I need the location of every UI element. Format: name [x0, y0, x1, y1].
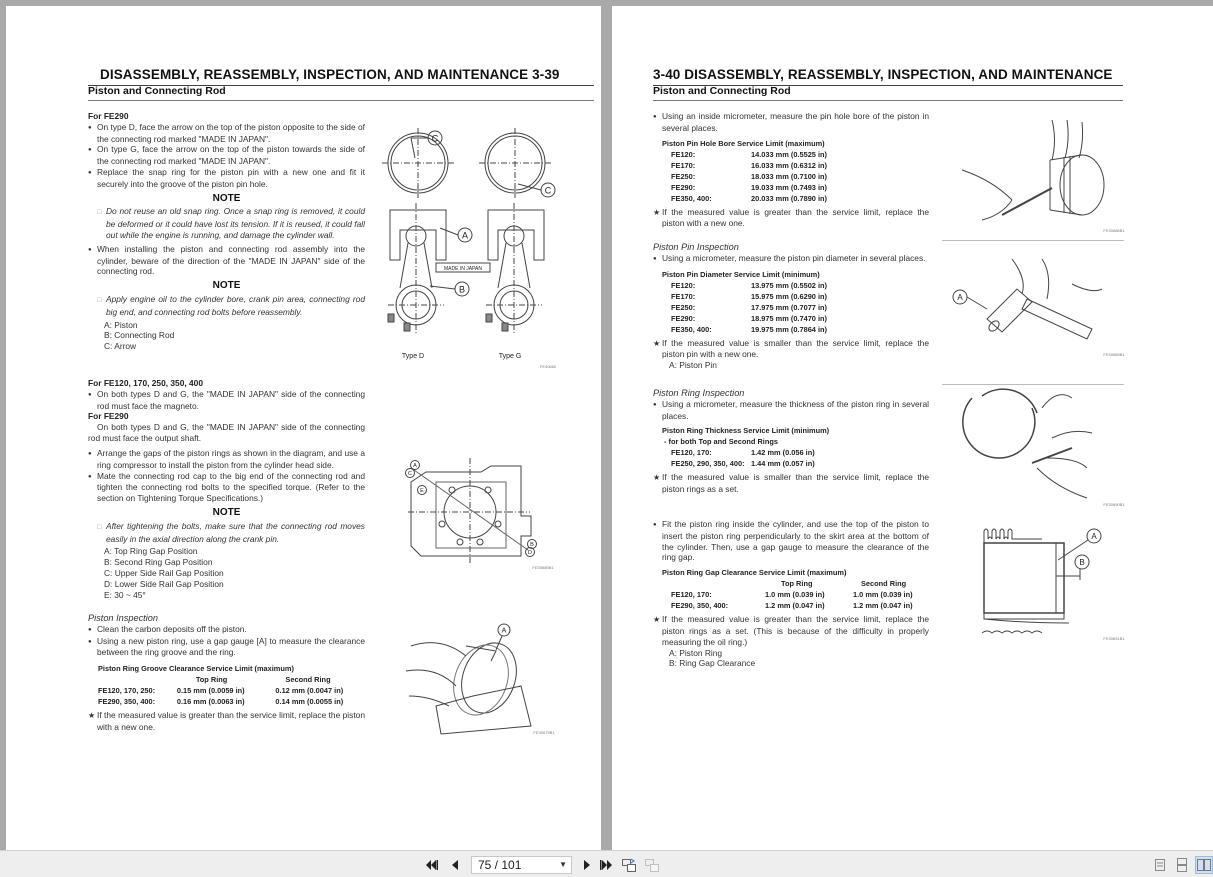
bullet: ● Clean the carbon deposits off the piston. [88, 624, 365, 636]
svg-text:A: A [1091, 532, 1097, 541]
ring-gap-block [88, 448, 365, 600]
svg-text:B: B [458, 284, 466, 295]
bullet: ● Using a new piston ring, use a gap gauge [A] to measure the clearance between the ring groove and the ring. [88, 636, 365, 659]
section-title: Piston Ring Inspection [653, 388, 745, 398]
legend-label: A: Top Ring Gap Position [104, 546, 198, 557]
previous-view-icon [621, 857, 637, 873]
facing-pages-view-button[interactable] [1195, 856, 1213, 874]
bullet: ● Using an inside micrometer, measure the pin hole bore of the piston in several places. [653, 111, 929, 134]
section-title: Piston Pin Inspection [653, 242, 739, 252]
next-page-button[interactable] [580, 856, 594, 874]
svg-text:A: A [501, 627, 507, 635]
first-page-icon [425, 859, 439, 871]
bullet: ● On type G, face the arrow on the top of the piston towards the side of the connecting rod marked "MADE IN JAPAN". [88, 144, 365, 167]
svg-text:FE30679B1: FE30679B1 [533, 730, 555, 735]
bullet: ● Mate the connecting rod cap to the big end of the connecting rod and tighten the connecting rod bolts to the specified torque. (Refer to the section on Tightening Torque Specifications.) [88, 471, 365, 504]
page-3-40 [612, 6, 1213, 850]
legend-label: B: Connecting Rod [104, 330, 175, 341]
svg-text:FE30685B1: FE30685B1 [532, 565, 554, 570]
star-note: ★ If the measured value is greater than the service limit, replace the piston rings as a set. (This is because of the difficulty in properly measuring the oil ring.) [653, 614, 929, 647]
single-page-icon [1154, 858, 1166, 872]
inside-micrometer-icon [942, 110, 1127, 240]
subheader-rule [88, 100, 594, 101]
ring-gap-clearance-figure [942, 518, 1127, 643]
note-text: □ Apply engine oil to the cylinder bore, crank pin area, connecting rod big end, and connecting rod bolts before reassembly. [88, 294, 365, 318]
svg-text:A: A [413, 463, 417, 469]
pin-bore-figure [942, 110, 1127, 240]
continuous-view-button[interactable] [1174, 856, 1190, 874]
legend-label: A: Piston Ring [669, 647, 723, 658]
last-page-icon [599, 859, 613, 871]
note-heading: NOTE [212, 192, 241, 204]
bullet: ● Fit the piston ring inside the cylinder, and use the top of the piston to insert the piston ring perpendicularly to the skirt area at the bottom of the cylinder. Then, use a gap gauge to measure the clearance of the ring gap. [653, 519, 929, 563]
section-subheader: Piston and Connecting Rod [88, 85, 226, 97]
pin-diameter-spec-table: Piston Pin Diameter Service Limit (minimum) FE120: 13.975 mm (0.5502 in) FE170: 15.975 mm (0.6290 in) FE250: 17.975 mm (0.7077 in) FE290: 18.975 mm (0.7470 in) FE350, 400: 19.975 mm (0.7864 in) [653, 269, 929, 335]
svg-text:A: A [461, 230, 469, 241]
cylinder-section-icon [942, 518, 1127, 643]
figure-divider [942, 384, 1124, 385]
svg-text:FE30682: FE30682 [539, 364, 557, 368]
page-header: DISASSEMBLY, REASSEMBLY, INSPECTION, AND MAINTENANCE 3-39 [100, 67, 560, 82]
piston-pin-inspection-block [653, 242, 929, 371]
ring-gap-figure [398, 454, 558, 574]
viewer-toolbar [0, 850, 1213, 877]
go-back-view-button[interactable] [621, 856, 637, 874]
spec-title: Piston Pin Hole Bore Service Limit (maximum) [662, 138, 825, 148]
svg-text:C: C [431, 133, 439, 144]
bullet: ● Using a micrometer, measure the piston pin diameter in several places. [653, 253, 929, 265]
note-heading: NOTE [212, 506, 241, 518]
note-text: □ After tightening the bolts, make sure that the connecting rod moves easily in the axial direction along the crank pin. [88, 521, 365, 545]
ring-thickness-figure [942, 388, 1127, 508]
svg-text:FE30691B1: FE30691B1 [1103, 636, 1125, 641]
go-forward-view-button[interactable] [644, 856, 660, 874]
figure-divider [942, 240, 1124, 241]
svg-text:FE30688B1: FE30688B1 [1103, 228, 1125, 233]
bullet: ● On both types D and G, the "MADE IN JAPAN" side of the connecting rod must face the magneto. [88, 389, 365, 412]
pin-diameter-figure [942, 244, 1127, 359]
first-page-button[interactable] [424, 856, 440, 874]
spec-header-row: Top Ring Second Ring [195, 675, 331, 685]
piston-orientation-figure [378, 118, 563, 368]
bullet: ● Replace the snap ring for the piston pin with a new one and fit it securely into the groove of the piston pin hole. [88, 167, 365, 190]
svg-text:C: C [544, 185, 552, 196]
last-page-button[interactable] [598, 856, 614, 874]
legend-label: A: Piston [104, 319, 138, 330]
note-heading: NOTE [212, 280, 241, 292]
ring-thickness-spec-table: Piston Ring Thickness Service Limit (minimum) - for both Top and Second Rings FE120, 170: 1.42 mm (0.056 in) FE250, 290, 350, 400: 1.44 mm (0.057 in) [653, 425, 929, 469]
spec-title: Piston Pin Diameter Service Limit (minimum) [662, 269, 820, 279]
page-dropdown-icon[interactable]: ▼ [559, 860, 567, 869]
previous-page-button[interactable] [448, 856, 462, 874]
block-title: For FE290 [88, 111, 129, 121]
page-3-39 [6, 6, 601, 850]
for-fe290-block [88, 111, 365, 352]
subheader-rule [653, 100, 1123, 101]
svg-text:FE30689B1: FE30689B1 [1103, 352, 1125, 357]
next-view-icon [644, 857, 660, 873]
bullet: ● Arrange the gaps of the piston rings as shown in the diagram, and use a ring compressor to install the piston from the cylinder head side. [88, 448, 365, 471]
legend-label: B: Ring Gap Clearance [669, 658, 756, 669]
block-title: For FE120, 170, 250, 350, 400 [88, 378, 204, 388]
svg-text:C: C [408, 471, 412, 477]
legend-label: B: Second Ring Gap Position [104, 557, 213, 568]
bullet: ● On type D, face the arrow on the top of the piston opposite to the side of the connecting rod marked "MADE IN JAPAN". [88, 122, 365, 145]
pin-hole-bore-block [653, 111, 929, 229]
star-note: ★ If the measured value is smaller than the service limit, replace the piston rings as a set. [653, 472, 929, 495]
star-note: ★ If the measured value is greater than the service limit, replace the piston with a new one. [88, 710, 365, 733]
svg-text:D: D [528, 550, 532, 556]
rod-orientation-block [88, 378, 365, 444]
gap-gauge-figure [401, 616, 561, 741]
piston-diagram-icon [378, 118, 563, 368]
facing-pages-icon [1197, 858, 1211, 872]
page-number-input[interactable] [471, 856, 572, 874]
svg-text:Type G: Type G [498, 353, 522, 360]
ring-gap-spec-table: Piston Ring Gap Clearance Service Limit (maximum) Top Ring Second Ring FE120, 170: 1.0 mm (0.039 in) 1.0 mm (0.039 in) FE290, 350, 400: 1.2 mm (0.047 in) 1.2 mm (0.047 in) [653, 567, 929, 611]
bullet: ● When installing the piston and connecting rod assembly into the cylinder, beware of the direction of the "MADE IN JAPAN" side of the connecting rod. [88, 244, 365, 277]
continuous-page-icon [1176, 858, 1188, 872]
star-note: ★ If the measured value is greater than the service limit, replace the piston with a new one. [653, 207, 929, 230]
cylinder-top-view-icon [398, 454, 558, 574]
note-text: □ Do not reuse an old snap ring. Once a snap ring is removed, it could be deformed or it could have lost its tension. If it is reused, it could fall out while the engine is running, and damage the cylinder wall. [88, 206, 365, 240]
paragraph: On both types D and G, the "MADE IN JAPAN" side of the connecting rod must face the output shaft. [88, 422, 365, 443]
spec-row: FE120, 170, 250: 0.15 mm (0.0059 in) 0.12 mm (0.0047 in) [98, 686, 344, 696]
bullet: ● Using a micrometer, measure the thickness of the piston ring in several places. [653, 399, 929, 422]
spec-title: Piston Ring Thickness Service Limit (minimum) [662, 426, 830, 436]
section-title: Piston Inspection [88, 613, 158, 623]
legend-label: D: Lower Side Rail Gap Position [104, 578, 224, 589]
star-note: ★ If the measured value is smaller than the service limit, replace the piston pin with a new one. [653, 338, 929, 361]
legend-label: C: Upper Side Rail Gap Position [104, 567, 224, 578]
single-page-view-button[interactable] [1152, 856, 1168, 874]
svg-text:A: A [957, 293, 963, 302]
legend-label: E: 30 ~ 45° [104, 589, 146, 600]
page-indicator: 75 / 101 [478, 858, 522, 872]
svg-text:E: E [420, 488, 424, 494]
piston-ring-micrometer-icon [942, 388, 1127, 508]
micrometer-pin-icon [942, 244, 1127, 359]
pin-hole-spec-table: Piston Pin Hole Bore Service Limit (maximum) FE120: 14.033 mm (0.5525 in) FE170: 16.033 mm (0.6312 in) FE250: 18.033 mm (0.7100 in) FE290: 19.033 mm (0.7493 in) FE350, 400: 20.033 mm (0.7890 in) [653, 138, 929, 204]
groove-clearance-spec-table [88, 663, 365, 707]
section-subheader: Piston and Connecting Rod [653, 85, 791, 97]
legend-label: C: Arrow [104, 341, 137, 352]
spec-title: Piston Ring Gap Clearance Service Limit (maximum) [662, 568, 847, 578]
piston-gap-gauge-icon [401, 616, 561, 741]
page-header: 3-40 DISASSEMBLY, REASSEMBLY, INSPECTION, AND MAINTENANCE [653, 67, 1113, 82]
ring-gap-clearance-block [653, 519, 929, 669]
spec-title: Piston Ring Groove Clearance Service Limit (maximum) [98, 664, 294, 674]
legend-label: A: Piston Pin [669, 360, 717, 371]
spec-subtitle: - for both Top and Second Rings [664, 437, 778, 447]
svg-text:B: B [1079, 558, 1085, 567]
next-page-icon [582, 859, 592, 871]
piston-inspection-block [88, 613, 365, 733]
svg-text:FE30690B1: FE30690B1 [1103, 502, 1125, 507]
piston-ring-inspection-block [653, 388, 929, 495]
svg-text:MADE IN JAPAN: MADE IN JAPAN [444, 266, 482, 272]
spec-row: FE290, 350, 400: 0.16 mm (0.0063 in) 0.14 mm (0.0055 in) [98, 697, 344, 707]
svg-text:Type D: Type D [401, 353, 425, 360]
svg-text:B: B [530, 542, 534, 548]
previous-page-icon [450, 859, 460, 871]
block-title: For FE290 [88, 411, 129, 422]
